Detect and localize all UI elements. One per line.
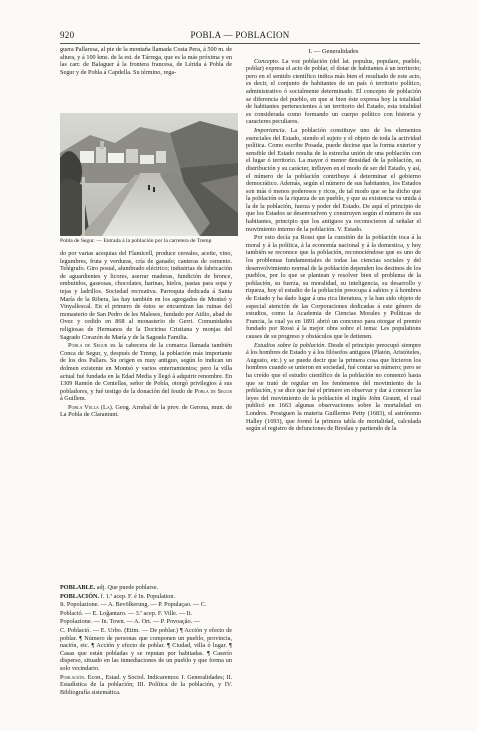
left-paragraph-1: do por varias acequias del Flamicell, produce cereales, aceite, vino, legumbres, fruta y verduras, cría de ganado; canteras de cemento. Telégrafo. Giro postal, alumbrado eléctrico; industrias de fabricación de aguardientes y licores, aserrar maderas, fundición de bronce, embutidos, gaseosas, chocolates, harinas, hielos, pastas para sopa y tejas y ladrillos. Sociedad recreativa. Parroquia dedicada á Santa María de la Ribera, las hay también en los agregados de Montsó y Vinyallescal. En el primero de éstos se encuentran las ruinas del monasterio de San Pedro de les Maleses, fundado por Atilio, abad de Ovez y cedido en 868 al monasterio de Gerri. Comunidades religiosas de Hermanos de la Doctrina Cristiana y monjas del Sagrado Corazón de María y de la Sagrada Familia.	[60, 250, 232, 341]
dictionary-entries	[60, 584, 232, 720]
estudios-text: Desde el principio preocupó siempre á los hombres de Estado y á los filósofos antiguos (Platón, Aristóteles, Augusto, etc.) y se puede decir que la primera cosa que hicieron los hombres cuando se unieron en sociedad, fué contar su número; pero se ha creído que el estudio científico de la población no comenzó hasta que se trató de regular en los fenómenos del movimiento de la población, y se dice que fué el primero en observar y dar á conocer las leyes del movimiento de la población el inglés John Graunt, el cual publicó en 1663 algunas observaciones sobre la mortalidad en Londres. Prosiguen la materia Guillermo Petty (1683), el astrónomo Halley (1693), que formó la primera tabla de mortalidad, calculada según el registro de defunciones de Breslau y partiendo de la	[246, 341, 421, 433]
importancia-lead: Importancia.	[254, 126, 287, 134]
entry-poblacion-index	[60, 674, 232, 697]
page-header	[60, 30, 420, 42]
entry-poblable-head: POBLABLE.	[60, 584, 96, 591]
right-paragraph-rossi: Por esto decía ya Rossi que la cuestión de la población toca á la moral y á la política, á la economía nacional y á la domestica, y hoy también se reconoce que la población, reconociéndose que es uno de los problemas fundamentales de todas las ciencias sociales y del desenvolvimiento normal de la población dependen los destinos de los pueblos, por lo que se plantean y resolver bien el problema de la población, su fuerza, su moralidad, su inteligencia, su desarrollo y riqueza, hoy el estudio de la población preocupa á sabios y á hombres de Estado y ha dado lugar á una rica literatura, y la han sido objeto de especial atención de las Corporaciones dedicadas á este género de estudios, como la Academia de Ciencias Morales y Políticas de Francia, la cual ya en 1891 abrió un concurso para otorgar el premio fundado por Rossi á la mejor obra sobre el tema: Les populations causes de su progreso y obstáculos que le detienen.	[246, 234, 421, 340]
left-paragraph-3-text: Geog. Arrabal de la prov. de Gerona, mun. de La Pobla de Claramunt.	[60, 403, 232, 419]
translation-line-2: Població. — E. Loĝantaro. — 3.ª acep. F. Ville. — It.	[60, 609, 193, 617]
pobla-de-segur-lead-2: Pobla de Segur	[194, 387, 232, 395]
entry-poblacion	[60, 593, 232, 601]
left-paragraph-2-tail: á Guillem.	[60, 395, 87, 403]
left-paragraph-2	[60, 342, 232, 403]
entry-poblacion-def: f. 1.ª acep. F. é In. Population.	[99, 592, 175, 600]
estudios-lead: Estudios sobre la población.	[254, 341, 326, 349]
entry-poblacion-head: POBLACIÓN.	[60, 592, 100, 600]
translation-line-4: C. Població. — E. Urbo. (Etim. — De poblar.) ¶ Acción y efecto de poblar. ¶ Número de personas que componen un pueblo, provincia, nación, etc. ¶ Acción y efecto de poblar. ¶ Ciudad, villa ó lugar. ¶ Casas que están pobladas y se reputan por habitadas. ¶ Caserío disperso, situado en las inmediaciones de un pueblo y que forma un solo vecindario.	[60, 626, 232, 672]
pobla-vella-lead: Pobla Vella (La).	[68, 403, 114, 411]
town-photograph	[60, 113, 238, 236]
photo-illustration	[60, 113, 238, 236]
right-column	[246, 48, 421, 720]
right-paragraph-estudios	[246, 342, 421, 433]
entry-poblable-def: adj. Que puede poblarse.	[95, 584, 159, 591]
left-column-top	[60, 46, 232, 110]
header-rule	[60, 43, 420, 44]
left-top-paragraph: guera Pallaresa, al pie de la montaña llamada Costa Pera, á 500 m. de altura, y á 100 kms. de la est. de Tárrega, que es la más próxima y en las carr. de Balaguer á la frontera francesa, de Lérida á Pobla de Segur y de Pobla á Capdella. Su término, rega-	[60, 46, 232, 76]
left-paragraph-2-text: es la cabecera de la comarca llamada también Conca de Segur, y, después de Tremp, la población más importante de los dos Pallars. Su origen es muy antiguo, según lo indican un dolmen existente en Montsó y varios enterramientos; pero la villa actual fué fundada en la Edad Media y llegó á adquirir renombre. En 1309 Ramón de Centellas, señor de Pobla, otorgó privilegios á sus pobladores, y fué testigo de la donación del feudo de	[60, 342, 232, 395]
concepto-text: La voz población (del lat. populus, populare, pueblo, poblar) expresa el acto de poblar, el dotar de habitantes á un territorio; pero en el sentido científico indica más bien el resultado de este acto, es decir, el conjunto de habitantes de un país ó territorio político, administrativo ó socialmente determinado. El concepto de población se diferencia del pueblo, en que si bien éste expresa hoy la totalidad de habitantes pertenecientes á un territorio del Estado, esta totalidad es considerada como formando un cuerpo político con historia y caracteres peculiares.	[246, 57, 421, 126]
right-paragraph-concepto	[246, 58, 421, 126]
section-heading: I. — Generalidades	[308, 48, 359, 55]
index-lead: Población.	[60, 673, 86, 681]
running-title: POBLA — POBLACION	[190, 30, 290, 40]
right-paragraph-importancia	[246, 127, 421, 233]
left-column-bottom	[60, 250, 232, 580]
concepto-lead: Concepto.	[254, 57, 280, 65]
photo-caption: Pobla de Segur. — Entrada á la población por la carretera de Tremp	[60, 238, 212, 244]
pobla-de-segur-lead: Pobla de Segur	[68, 342, 108, 350]
entry-poblable	[60, 584, 232, 592]
importancia-text: La población constituye uno de los elementos esenciales del Estado, siendo el sujeto y el objeto de toda la actividad política. Como escribe Posada, puede decirse que la forma exterior y sensible del Estado resulta de la estrecha unión de una población con el lugar ó territorio. La mayor ó menor densidad de la población, su distribución y su carácter, influyen en el modo de ser del Estado, y así, el número de la población contribuye á determinar el gobierno democrático. Además, según el número de sus habitantes, los Estados son más ó menos poderosos y ricos, de tal modo que se ha dicho que la población es la riqueza de un pueblo, y que su existencia va unida á la de la población, fuerza y poder del Estado. De aquí el principio de que los Estados se desenvuelven y construyen según el número de sus habitantes, principio que los antiguos ya reconocieron al señalar el movimiento interno de la población. V. Estado.	[246, 126, 421, 233]
left-paragraph-3	[60, 404, 232, 419]
page-number: 920	[60, 30, 75, 40]
translation-line-1: It. Popolazione. — A. Bevölkerung. — P. Populaçao. — C.	[60, 601, 207, 609]
translation-line-3: Popolazione. — In. Town. — A. Ort. — P. Povoação. —	[60, 618, 200, 626]
index-text: Econ., Estad. y Sociol. Indicaremos: I. Generalidades; II. Estadística de la población; III. Política de la población, y IV. Bibliografía sistemática.	[60, 673, 232, 696]
